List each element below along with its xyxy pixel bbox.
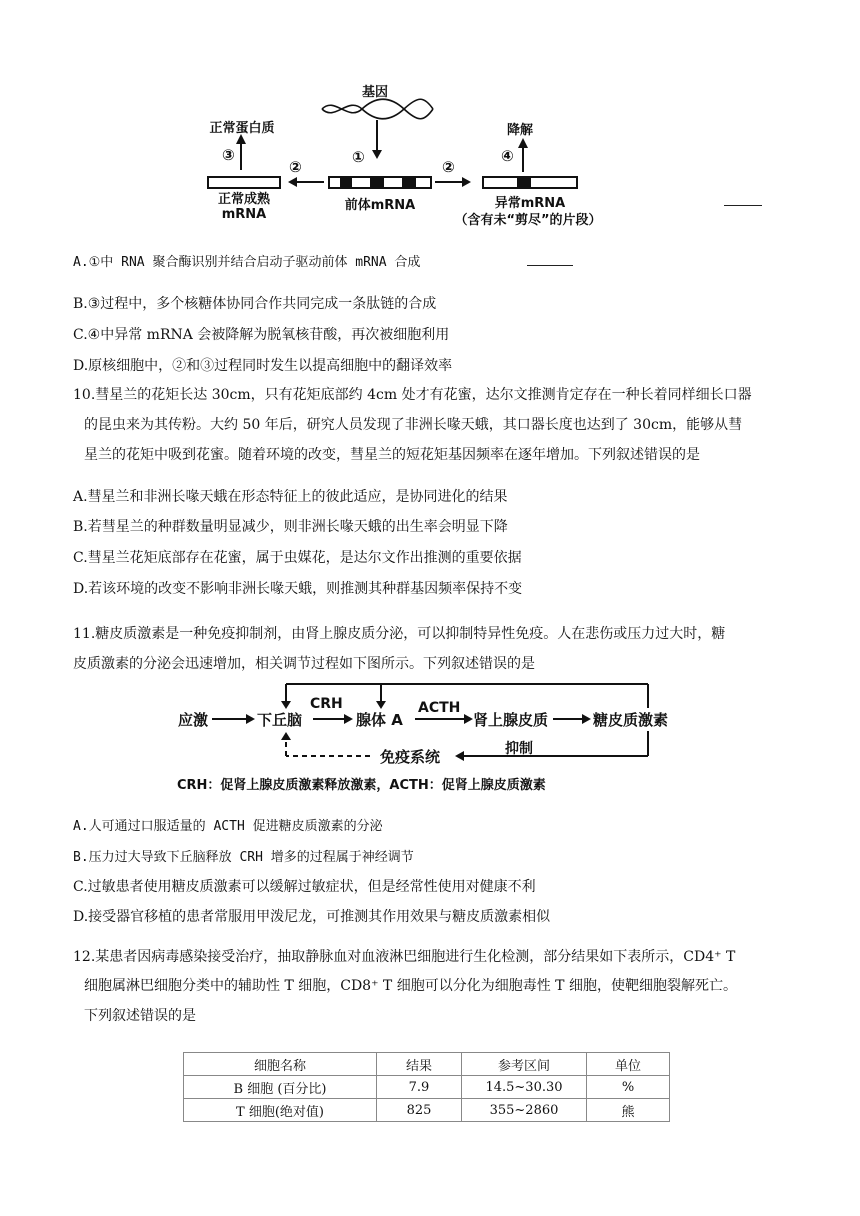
mature-mrna-label	[205, 192, 283, 222]
q10-stem-line2: 的昆虫来为其传粉。大约 50 年后，研究人员发现了非洲长喙天蛾，其口器长度也达到了 30cm，能够从彗	[84, 417, 743, 433]
q11-option-d: D.接受器官移植的患者常服用甲泼尼龙，可推测其作用效果与糖皮质激素相似	[73, 909, 551, 925]
degrade-label: 降解	[506, 123, 533, 138]
answer-blank	[527, 265, 573, 266]
answer-blank-right	[724, 205, 762, 206]
step-2b-label: ②	[442, 158, 455, 176]
flow-caption: CRH：促肾上腺皮质激素释放激素，ACTH：促肾上腺皮质激素	[177, 778, 546, 793]
gene-expression-figure	[195, 78, 615, 238]
q12-stem-line3: 下列叙述错误的是	[84, 1008, 196, 1024]
abnormal-mrna-label: 异常mRNA	[494, 196, 566, 211]
precursor-mrna-label: 前体mRNA	[344, 198, 416, 213]
q10-stem-line1: 10.彗星兰的花矩长达 30cm，只有花矩底部约 4cm 处才有花蜜，达尔文推测肯定存在一种长着同样细长口器	[73, 387, 752, 403]
q12-stem-line2: 细胞属淋巴细胞分类中的辅助性 T 细胞，CD8⁺ T 细胞可以分化为细胞毒性 T 细胞，使靶细胞裂解死亡。	[84, 978, 737, 994]
q10-option-a: A.彗星兰和非洲长喙天蛾在形态特征上的彼此适应，是协同进化的结果	[73, 489, 508, 505]
abnormal-mrna-bar	[482, 176, 578, 189]
table-header-cell: 结果	[377, 1053, 462, 1076]
q9-option-a-text: A.①中 RNA 聚合酶识别并结合启动子驱动前体 mRNA 合成	[73, 255, 421, 270]
table-header-cell: 参考区间	[462, 1053, 587, 1076]
mature-mrna-bar	[207, 176, 281, 189]
q11-option-a: A.人可通过口服适量的 ACTH 促进糖皮质激素的分泌	[73, 819, 383, 834]
gene-label: 基因	[361, 85, 388, 100]
table-header-cell: 单位	[587, 1053, 670, 1076]
arrow-left-icon	[288, 175, 324, 189]
table-cell: 熊	[587, 1099, 670, 1122]
flow-immune-system: 免疫系统	[380, 748, 441, 766]
table-cell: 7.9	[377, 1076, 462, 1099]
table-cell: %	[587, 1076, 670, 1099]
dna-helix-icon	[320, 98, 435, 120]
flow-stress: 应激	[178, 711, 209, 729]
arrow-down-icon	[371, 120, 383, 160]
hormone-regulation-diagram	[175, 676, 675, 796]
table-header-row	[184, 1053, 670, 1076]
q9-option-d: D.原核细胞中，②和③过程同时发生以提高细胞中的翻译效率	[73, 358, 453, 374]
q11-option-b: B.压力过大导致下丘脑释放 CRH 增多的过程属于神经调节	[73, 850, 414, 865]
flow-inhibit: 抑制	[505, 741, 533, 757]
q10-option-b: B.若彗星兰的种群数量明显减少，则非洲长喙天蛾的出生率会明显下降	[73, 519, 508, 535]
step-1-label: ①	[352, 148, 365, 166]
flow-crh: CRH	[310, 696, 343, 712]
q9-option-a	[73, 251, 420, 270]
arrow-right-icon	[435, 175, 471, 189]
abnormal-mrna-note: （含有未“剪尽”的片段）	[454, 213, 602, 228]
q10-option-d: D.若该环境的改变不影响非洲长喙天蛾，则推测其种群基因频率保持不变	[73, 581, 523, 597]
q12-stem-line1: 12.某患者因病毒感染接受治疗，抽取静脉血对血液淋巴细胞进行生化检测，部分结果如下表所示，CD4⁺ T	[73, 949, 736, 965]
flow-pituitary: 腺体 A	[356, 711, 403, 729]
table-cell: 355~2860	[462, 1099, 587, 1122]
lymphocyte-results-table	[183, 1052, 670, 1122]
table-cell: 825	[377, 1099, 462, 1122]
flow-hypothalamus: 下丘脑	[257, 711, 303, 729]
q10-stem-line3: 星兰的花矩中吸到花蜜。随着环境的改变，彗星兰的短花矩基因频率在逐年增加。下列叙述错误的是	[84, 447, 700, 463]
normal-protein-label: 正常蛋白质	[209, 121, 275, 136]
q11-stem-line2: 皮质激素的分泌会迅速增加，相关调节过程如下图所示。下列叙述错误的是	[73, 656, 535, 672]
precursor-mrna-bar	[328, 176, 432, 189]
arrow-up-icon	[517, 138, 529, 172]
flow-glucocorticoid: 糖皮质激素	[593, 711, 669, 729]
table-cell: B 细胞 (百分比)	[184, 1076, 377, 1099]
flow-adrenal: 肾上腺皮质	[473, 711, 549, 729]
mature-mrna-label-line2: mRNA	[221, 207, 267, 222]
q9-option-b: B.③过程中，多个核糖体协同合作共同完成一条肽链的合成	[73, 296, 437, 312]
q11-option-c: C.过敏患者使用糖皮质激素可以缓解过敏症状，但是经常性使用对健康不利	[73, 879, 536, 895]
table-cell: T 细胞(绝对值)	[184, 1099, 377, 1122]
step-2a-label: ②	[289, 158, 302, 176]
table-header-cell: 细胞名称	[184, 1053, 377, 1076]
step-4-label: ④	[501, 147, 514, 165]
arrow-up-icon	[235, 134, 247, 170]
q11-stem-line1: 11.糖皮质激素是一种免疫抑制剂，由肾上腺皮质分泌，可以抑制特异性免疫。人在悲伤或压力过大时，糖	[73, 626, 726, 642]
q9-option-c: C.④中异常 mRNA 会被降解为脱氧核苷酸，再次被细胞利用	[73, 327, 450, 343]
mature-mrna-label-line1: 正常成熟	[217, 192, 270, 207]
flow-acth: ACTH	[418, 700, 461, 716]
q10-option-c: C.彗星兰花矩底部存在花蜜，属于虫媒花，是达尔文作出推测的重要依据	[73, 550, 522, 566]
table-row	[184, 1076, 670, 1099]
table-cell: 14.5~30.30	[462, 1076, 587, 1099]
table-row	[184, 1099, 670, 1122]
step-3-label: ③	[222, 146, 235, 164]
